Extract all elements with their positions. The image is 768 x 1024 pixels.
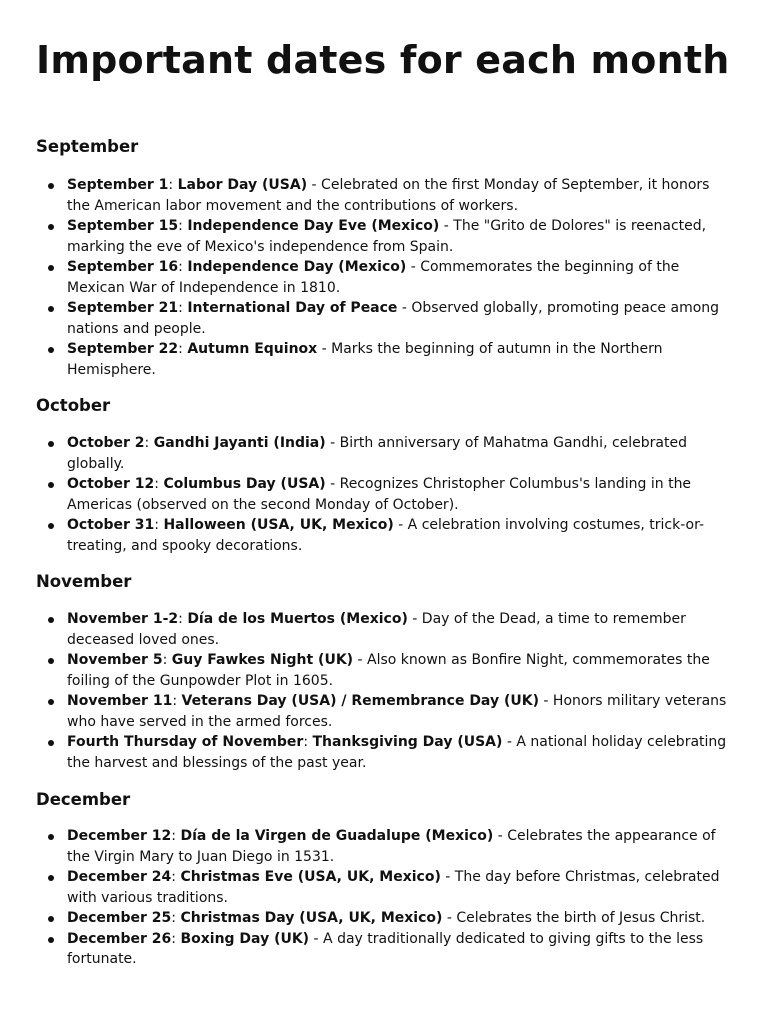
event-list xyxy=(36,175,732,380)
event-name: International Day of Peace xyxy=(187,300,398,316)
event-description: - Observed globally, promoting peace among nations and people. xyxy=(67,300,720,337)
page-title: Important dates for each month xyxy=(36,38,730,82)
month-heading: November xyxy=(36,572,132,591)
event-date: Fourth Thursday of November xyxy=(67,734,304,750)
event-date: September 15 xyxy=(67,218,179,234)
event-description: - Honors military veterans who have served in the armed forces. xyxy=(67,693,727,730)
event-name: Boxing Day (UK) xyxy=(180,930,310,947)
list-item: September 15: Independence Day Eve (Mexico) - The "Grito de Dolores" is reenacted, marking the eve of Mexico's independence from Spain. xyxy=(67,216,732,257)
event-description: - The day before Christmas, celebrated with various traditions. xyxy=(67,869,720,906)
event-description: - Marks the beginning of autumn in the Northern Hemisphere. xyxy=(67,341,663,378)
list-item: October 2: Gandhi Jayanti (India) - Birth anniversary of Mahatma Gandhi, celebrated globally. xyxy=(67,433,732,474)
event-name: Labor Day (USA) xyxy=(177,177,308,193)
event-date: September 22 xyxy=(67,341,179,357)
list-item: December 25: Christmas Day (USA, UK, Mexico) - Celebrates the birth of Jesus Christ. xyxy=(67,908,732,929)
month-section-october xyxy=(36,395,732,556)
month-heading: September xyxy=(36,137,139,156)
month-section-september xyxy=(36,136,732,380)
list-item: November 1-2: Día de los Muertos (Mexico) - Day of the Dead, a time to remember deceased loved ones. xyxy=(67,609,732,650)
list-item: Fourth Thursday of November: Thanksgiving Day (USA) - A national holiday celebrating the harvest and blessings of the past year. xyxy=(67,732,732,773)
month-section-november xyxy=(36,571,732,773)
event-description: - Birth anniversary of Mahatma Gandhi, celebrated globally. xyxy=(67,435,687,472)
list-item: September 1: Labor Day (USA) - Celebrated on the first Monday of September, it honors the American labor movement and the contributions of workers. xyxy=(67,175,732,216)
event-description: - A celebration involving costumes, trick-or-treating, and spooky decorations. xyxy=(67,517,704,554)
event-date: October 31 xyxy=(67,517,155,533)
list-item: September 22: Autumn Equinox - Marks the beginning of autumn in the Northern Hemisphere. xyxy=(67,339,732,380)
event-description: - Day of the Dead, a time to remember deceased loved ones. xyxy=(67,611,686,648)
event-name: Autumn Equinox xyxy=(187,341,318,357)
event-date: September 16 xyxy=(67,259,179,275)
list-item: September 21: International Day of Peace - Observed globally, promoting peace among nations and people. xyxy=(67,298,732,339)
event-name: Independence Day (Mexico) xyxy=(187,259,407,275)
event-list xyxy=(36,433,732,556)
event-description: - A national holiday celebrating the harvest and blessings of the past year. xyxy=(67,734,727,771)
event-name: Christmas Eve (USA, UK, Mexico) xyxy=(180,869,441,885)
event-description: - Recognizes Christopher Columbus's landing in the Americas (observed on the second Monday of October). xyxy=(67,476,692,513)
event-date: November 11 xyxy=(67,693,173,709)
event-description: - Also known as Bonfire Night, commemorates the foiling of the Gunpowder Plot in 1605. xyxy=(67,652,710,689)
list-item: December 24: Christmas Eve (USA, UK, Mexico) - The day before Christmas, celebrated with various traditions. xyxy=(67,867,732,908)
event-description: - A day traditionally dedicated to giving gifts to the less fortunate. xyxy=(67,930,704,967)
event-date: December 12 xyxy=(67,828,172,844)
event-date: December 24 xyxy=(67,869,172,885)
month-heading: October xyxy=(36,396,111,415)
event-description: - Celebrates the appearance of the Virgin Mary to Juan Diego in 1531. xyxy=(67,828,716,865)
event-name: Gandhi Jayanti (India) xyxy=(153,435,326,451)
event-date: September 21 xyxy=(67,300,179,316)
event-name: Guy Fawkes Night (UK) xyxy=(171,652,354,668)
list-item: November 11: Veterans Day (USA) / Remembrance Day (UK) - Honors military veterans who have served in the armed forces. xyxy=(67,691,732,732)
event-description: - Celebrates the birth of Jesus Christ. xyxy=(442,910,706,926)
event-name: Thanksgiving Day (USA) xyxy=(312,734,503,750)
event-description: - The "Grito de Dolores" is reenacted, marking the eve of Mexico's independence from Spain. xyxy=(67,218,707,255)
list-item: December 26: Boxing Day (UK) - A day traditionally dedicated to giving gifts to the less fortunate. xyxy=(67,929,732,970)
event-date: October 12 xyxy=(67,476,155,492)
event-name: Halloween (USA, UK, Mexico) xyxy=(163,517,394,533)
event-name: Veterans Day (USA) / Remembrance Day (UK) xyxy=(181,693,539,709)
event-name: Día de los Muertos (Mexico) xyxy=(187,611,408,627)
event-date: December 26 xyxy=(67,930,172,947)
event-list xyxy=(36,826,732,970)
list-item: November 5: Guy Fawkes Night (UK) - Also known as Bonfire Night, commemorates the foiling of the Gunpowder Plot in 1605. xyxy=(67,650,732,691)
event-date: September 1 xyxy=(67,177,169,193)
event-description: - Celebrated on the first Monday of September, it honors the American labor movement and the contributions of workers. xyxy=(67,177,710,214)
list-item: December 12: Día de la Virgen de Guadalupe (Mexico) - Celebrates the appearance of the Virgin Mary to Juan Diego in 1531. xyxy=(67,826,732,867)
event-list xyxy=(36,609,732,773)
list-item: October 31: Halloween (USA, UK, Mexico) - A celebration involving costumes, trick-or-treating, and spooky decorations. xyxy=(67,515,732,556)
list-item: October 12: Columbus Day (USA) - Recognizes Christopher Columbus's landing in the Americas (observed on the second Monday of October). xyxy=(67,474,732,515)
event-name: Independence Day Eve (Mexico) xyxy=(187,218,440,234)
list-item: September 16: Independence Day (Mexico) - Commemorates the beginning of the Mexican War of Independence in 1810. xyxy=(67,257,732,298)
event-name: Christmas Day (USA, UK, Mexico) xyxy=(180,910,443,926)
event-description: - Commemorates the beginning of the Mexican War of Independence in 1810. xyxy=(67,259,680,296)
event-name: Columbus Day (USA) xyxy=(163,476,326,492)
event-name: Día de la Virgen de Guadalupe (Mexico) xyxy=(180,828,494,844)
month-heading: December xyxy=(36,790,131,809)
event-date: December 25 xyxy=(67,910,172,926)
event-date: November 1-2 xyxy=(67,611,179,627)
event-date: November 5 xyxy=(67,652,163,668)
event-date: October 2 xyxy=(67,435,145,451)
month-section-december xyxy=(36,789,732,970)
